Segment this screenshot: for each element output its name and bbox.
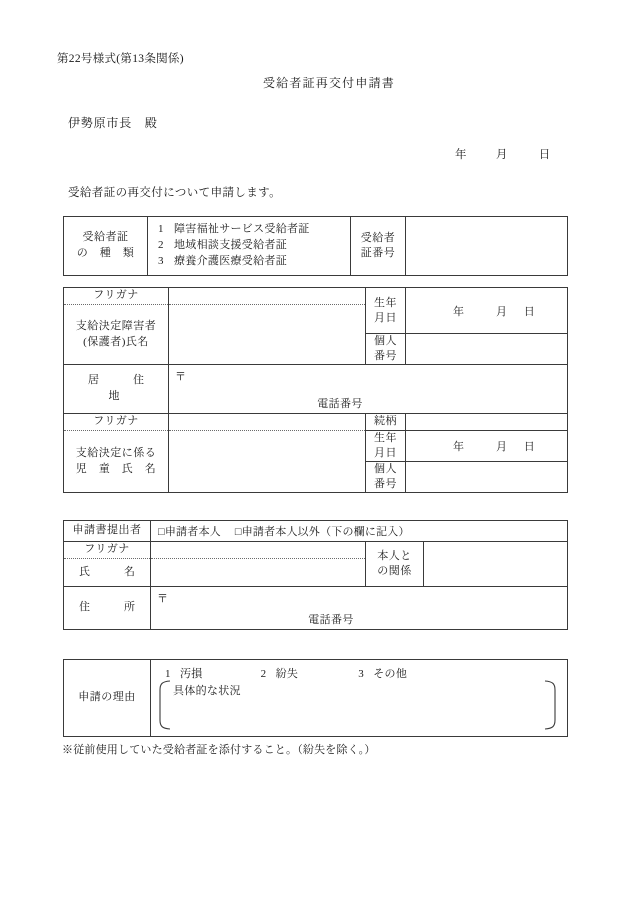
bracket-right-icon bbox=[543, 680, 559, 730]
certificate-option-1-label: 障害福祉サービス受給者証 bbox=[174, 223, 310, 236]
table-row bbox=[64, 660, 568, 737]
submitter-other-checkbox[interactable]: □申請者本人以外（下の欄に記入） bbox=[234, 526, 410, 538]
recipient-birthdate-label bbox=[366, 288, 406, 334]
submitter-relation-field[interactable] bbox=[424, 542, 568, 587]
recipient-birth-year-label: 年 bbox=[453, 305, 465, 318]
postal-mark-icon: 〒 bbox=[175, 371, 186, 383]
submitter-relation-label-line1: 本人と bbox=[377, 550, 412, 563]
certificate-number-label-line2: 証番号 bbox=[360, 247, 396, 259]
reason-option-1-label: 汚損 bbox=[180, 668, 203, 680]
postal-mark-icon: 〒 bbox=[157, 593, 168, 605]
addressee: 伊勢原市長 殿 bbox=[68, 116, 158, 130]
child-name-label-line1: 支給決定に係る bbox=[75, 446, 157, 459]
submitter-relation-label-line2: の関係 bbox=[377, 565, 412, 577]
child-birthdate-label bbox=[366, 431, 406, 462]
submitter-furigana-field[interactable] bbox=[151, 542, 366, 559]
date-year-label: 年 bbox=[455, 149, 467, 161]
reason-option-2-no: 2 bbox=[260, 668, 267, 680]
certificate-option-2[interactable] bbox=[158, 238, 350, 254]
child-furigana-field[interactable] bbox=[169, 414, 366, 431]
certificate-type-options[interactable] bbox=[148, 217, 351, 276]
application-statement: 受給者証の再交付について申請します。 bbox=[68, 187, 282, 199]
certificate-option-1-no: 1 bbox=[158, 223, 164, 236]
reason-option-3-label: その他 bbox=[373, 668, 408, 680]
bracket-left-icon bbox=[156, 680, 172, 730]
residence-field[interactable] bbox=[169, 365, 568, 414]
residence-tel-label: 電話番号 bbox=[317, 398, 363, 410]
recipient-mynumber-label bbox=[366, 334, 406, 365]
child-mynumber-label-line1: 個人 bbox=[374, 463, 397, 476]
child-birth-day-label: 日 bbox=[523, 441, 536, 453]
certificate-number-label-line1: 受給者 bbox=[360, 232, 396, 245]
recipient-birthdate-label-line2: 月日 bbox=[374, 311, 397, 324]
child-birthdate-label-line1: 生年 bbox=[374, 432, 397, 445]
certificate-type-label-line1: 受給者証 bbox=[82, 231, 129, 244]
recipient-information-table bbox=[63, 287, 568, 493]
reason-option-1[interactable] bbox=[165, 668, 203, 680]
table-row bbox=[64, 217, 568, 276]
submitter-self-checkbox[interactable]: □申請者本人 bbox=[158, 526, 221, 538]
submitter-address-field[interactable] bbox=[151, 587, 568, 630]
submitter-choice-cell[interactable] bbox=[151, 521, 568, 542]
reason-option-2-label: 紛失 bbox=[275, 668, 299, 680]
child-name-label bbox=[64, 431, 169, 493]
submitter-tel-label: 電話番号 bbox=[308, 614, 354, 626]
child-mynumber-field[interactable] bbox=[406, 462, 568, 493]
certificate-option-3-no: 3 bbox=[158, 254, 164, 267]
reason-content-cell[interactable] bbox=[151, 660, 568, 737]
date-day-label: 日 bbox=[538, 149, 551, 161]
submitter-table bbox=[63, 520, 568, 630]
submission-date-line bbox=[455, 146, 550, 162]
footnote: ※従前使用していた受給者証を添付すること。（紛失を除く。） bbox=[62, 744, 376, 756]
child-birth-month-label: 月 bbox=[496, 441, 508, 453]
submitter-name-label: 氏 名 bbox=[64, 559, 151, 587]
certificate-type-label-line2: の 種 類 bbox=[76, 247, 135, 259]
certificate-option-3-label: 療養介護医療受給者証 bbox=[174, 254, 287, 267]
reason-option-2[interactable] bbox=[261, 668, 299, 680]
reason-option-3[interactable] bbox=[358, 668, 407, 680]
recipient-name-field[interactable] bbox=[169, 305, 366, 365]
situation-label: 具体的な状況 bbox=[173, 685, 241, 697]
recipient-birthdate-label-line1: 生年 bbox=[374, 296, 397, 309]
table-row bbox=[64, 587, 568, 630]
recipient-birth-month-label: 月 bbox=[496, 305, 508, 318]
table-row bbox=[64, 521, 568, 542]
submitter-relation-label bbox=[366, 542, 424, 587]
recipient-name-label-line2: (保護者)氏名 bbox=[83, 335, 149, 348]
child-birth-year-label: 年 bbox=[453, 441, 465, 453]
child-relation-field[interactable] bbox=[406, 414, 568, 431]
reason-label: 申請の理由 bbox=[64, 660, 151, 737]
child-relation-label: 続柄 bbox=[366, 414, 406, 431]
table-row bbox=[64, 431, 568, 462]
recipient-name-label-line1: 支給決定障害者 bbox=[75, 319, 157, 332]
recipient-birth-day-label: 日 bbox=[523, 305, 536, 318]
submitter-name-field[interactable] bbox=[151, 559, 366, 587]
recipient-mynumber-field[interactable] bbox=[406, 334, 568, 365]
table-row bbox=[64, 365, 568, 414]
certificate-number-label bbox=[351, 217, 406, 276]
recipient-furigana-label: フリガナ bbox=[64, 288, 169, 305]
recipient-furigana-field[interactable] bbox=[169, 288, 366, 305]
table-row bbox=[64, 542, 568, 559]
table-row bbox=[64, 414, 568, 431]
certificate-option-3[interactable] bbox=[158, 254, 350, 270]
child-mynumber-label bbox=[366, 462, 406, 493]
submitter-label: 申請書提出者 bbox=[64, 521, 151, 542]
certificate-option-1[interactable] bbox=[158, 222, 350, 238]
certificate-type-table bbox=[63, 216, 568, 276]
certificate-option-2-no: 2 bbox=[158, 239, 164, 252]
child-birthdate-field[interactable] bbox=[406, 431, 568, 462]
reason-options[interactable] bbox=[165, 665, 407, 681]
date-month-label: 月 bbox=[495, 149, 508, 161]
recipient-name-label bbox=[64, 305, 169, 365]
submitter-furigana-label: フリガナ bbox=[64, 542, 151, 559]
child-furigana-label: フリガナ bbox=[64, 414, 169, 431]
form-number: 第22号様式(第13条関係) bbox=[57, 53, 184, 65]
child-name-field[interactable] bbox=[169, 431, 366, 493]
certificate-type-label bbox=[64, 217, 148, 276]
child-name-label-line2: 児 童 氏 名 bbox=[75, 462, 157, 475]
page-title: 受給者証再交付申請書 bbox=[262, 76, 395, 90]
certificate-option-2-label: 地域相談支援受給者証 bbox=[174, 239, 287, 252]
reason-option-3-no: 3 bbox=[358, 668, 365, 680]
submitter-address-label: 住 所 bbox=[64, 587, 151, 630]
reason-table bbox=[63, 659, 568, 737]
table-row bbox=[64, 288, 568, 305]
recipient-mynumber-label-line1: 個人 bbox=[374, 335, 397, 348]
residence-label: 居 住 地 bbox=[64, 365, 169, 414]
child-birthdate-label-line2: 月日 bbox=[374, 447, 397, 459]
recipient-mynumber-label-line2: 番号 bbox=[374, 350, 397, 362]
child-mynumber-label-line2: 番号 bbox=[374, 478, 397, 490]
reason-option-1-no: 1 bbox=[165, 668, 171, 680]
recipient-birthdate-field[interactable] bbox=[406, 288, 568, 334]
certificate-number-field[interactable] bbox=[406, 217, 568, 276]
